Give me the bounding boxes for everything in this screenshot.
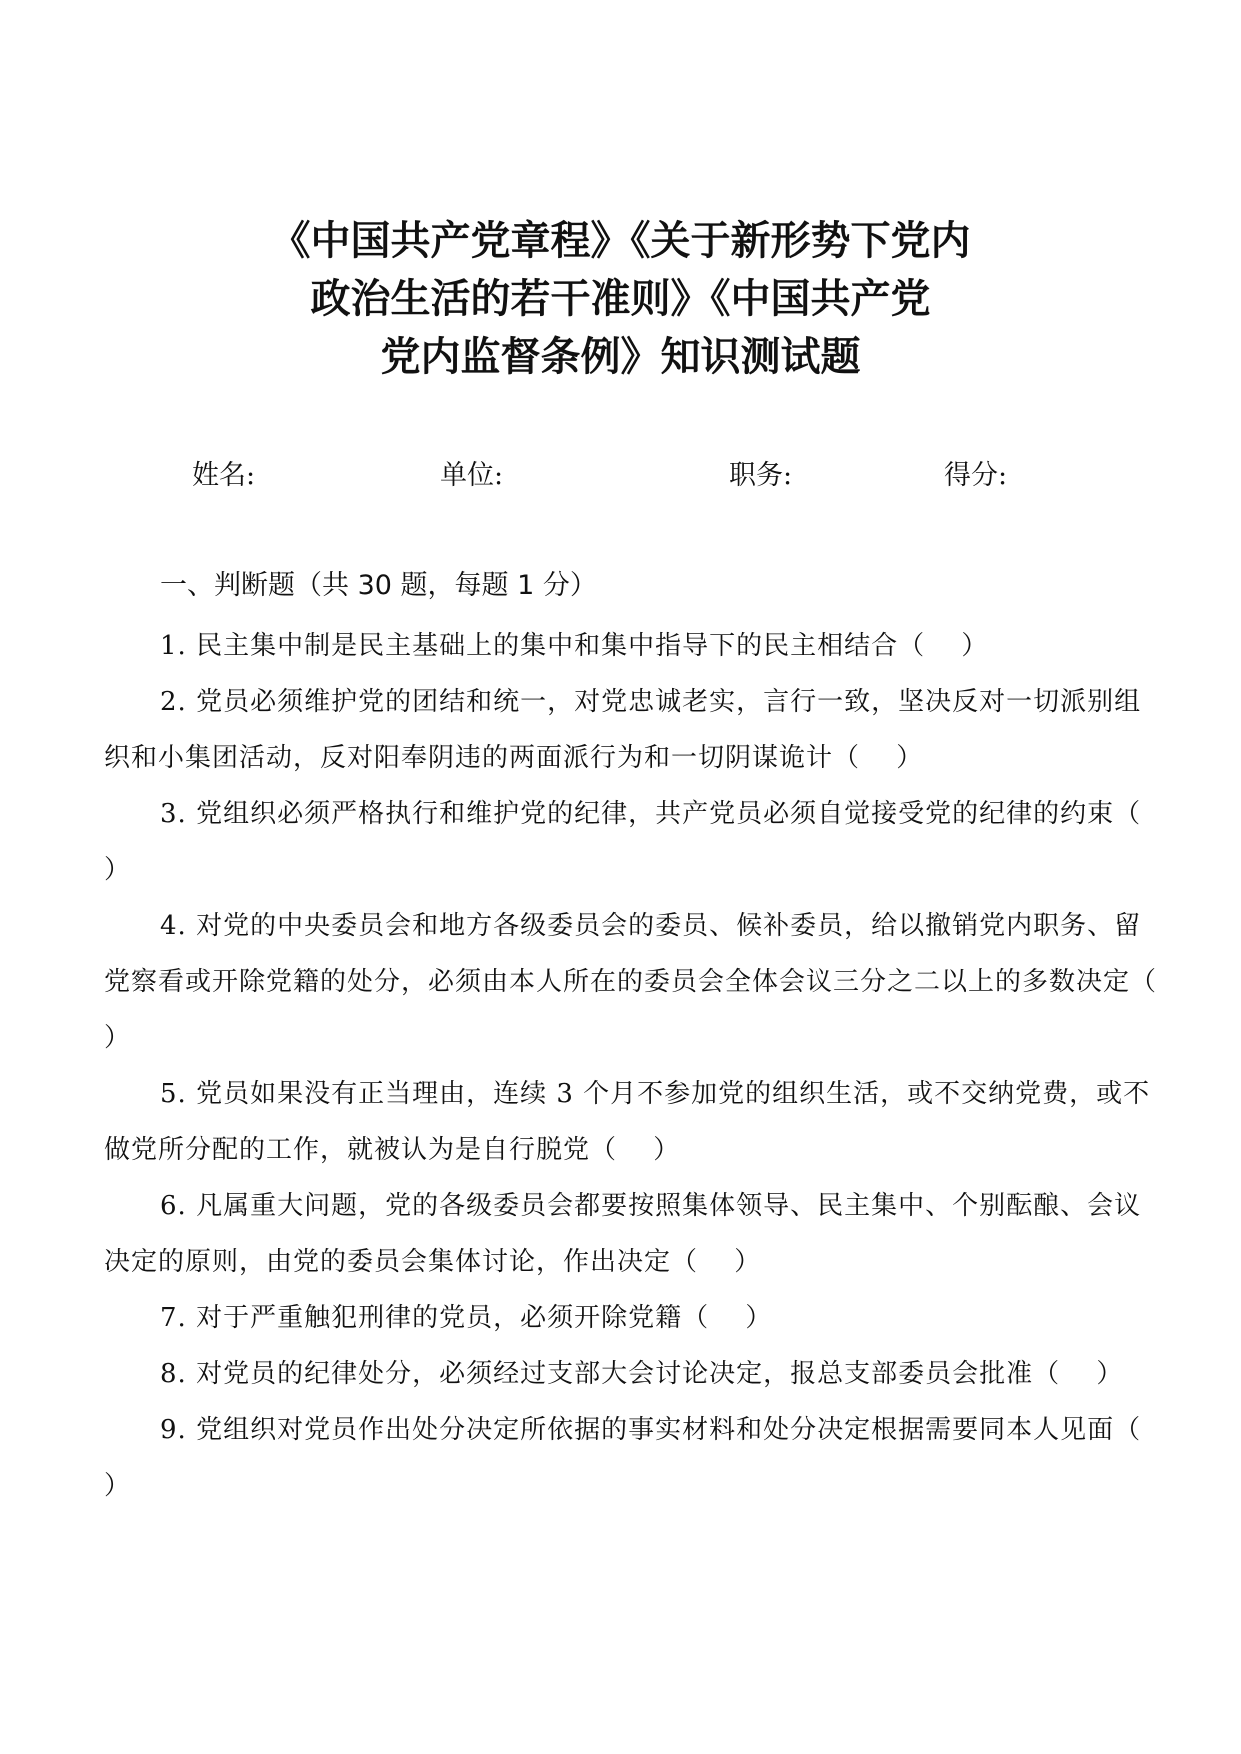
question-item: 2. 党员必须维护党的团结和统一，对党忠诚老实，言行一致，坚决反对一切派别组织和小集团活动，反对阳奉阴违的两面派行为和一切阴谋诡计（ ） xyxy=(104,687,1142,773)
title-line-3: 党内监督条例》知识测试题 xyxy=(380,333,861,380)
position-label: 职务: xyxy=(729,460,793,491)
question-item: 7. 对于严重触犯刑律的党员，必须开除党籍（ ） xyxy=(160,1303,773,1333)
question-item: 5. 党员如果没有正当理由，连续 3 个月不参加党的组织生活，或不交纳党费，或不做党所分配的工作，就被认为是自行脱党（ ） xyxy=(104,1079,1151,1165)
name-label: 姓名: xyxy=(192,460,256,491)
question-item: 6. 凡属重大问题，党的各级委员会都要按照集体领导、民主集中、个别酝酿、会议决定的原则，由党的委员会集体讨论，作出决定（ ） xyxy=(104,1191,1142,1277)
question-item: 8. 对党员的纪律处分，必须经过支部大会讨论决定，报总支部委员会批准（ ） xyxy=(160,1359,1124,1389)
question-item: 4. 对党的中央委员会和地方各级委员会的委员、候补委员，给以撤销党内职务、留党察看或开除党籍的处分，必须由本人所在的委员会全体会议三分之二以上的多数决定（ ） xyxy=(104,911,1194,1053)
score-label: 得分: xyxy=(944,460,1008,491)
question-item: 1. 民主集中制是民主基础上的集中和集中指导下的民主相结合（ ） xyxy=(160,631,989,661)
document-title xyxy=(0,212,1241,386)
question-item: 9. 党组织对党员作出处分决定所依据的事实材料和处分决定根据需要同本人见面（ ） xyxy=(104,1415,1178,1501)
section-heading: 一、判断题（共 30 题，每题 1 分） xyxy=(160,570,597,601)
title-line-1: 《中国共产党章程》《关于新形势下党内 xyxy=(270,217,971,264)
question-item: 3. 党组织必须严格执行和维护党的纪律，共产党员必须自觉接受党的纪律的约束（ ） xyxy=(104,799,1178,885)
title-line-2: 政治生活的若干准则》《中国共产党 xyxy=(310,275,931,322)
unit-label: 单位: xyxy=(440,460,504,491)
question-list xyxy=(104,618,1194,1514)
